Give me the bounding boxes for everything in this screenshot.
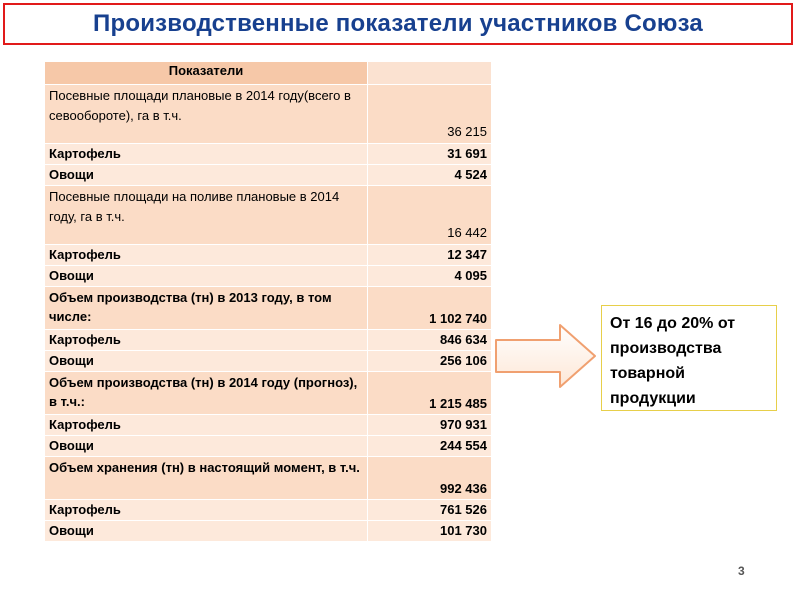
row-value: 1 215 485 bbox=[368, 372, 492, 415]
row-value: 244 554 bbox=[368, 436, 492, 457]
row-value: 4 095 bbox=[368, 266, 492, 287]
row-value: 1 102 740 bbox=[368, 287, 492, 330]
row-label: Картофель bbox=[45, 144, 368, 165]
table-header-label: Показатели bbox=[45, 62, 368, 85]
row-label: Картофель bbox=[45, 500, 368, 521]
row-value: 31 691 bbox=[368, 144, 492, 165]
table-row bbox=[45, 266, 492, 287]
row-label: Овощи bbox=[45, 165, 368, 186]
row-value: 101 730 bbox=[368, 521, 492, 542]
row-value: 992 436 bbox=[368, 457, 492, 500]
table-row bbox=[45, 165, 492, 186]
row-label: Посевные площади на поливе плановые в 2014 году, га в т.ч. bbox=[45, 186, 368, 245]
table-row bbox=[45, 351, 492, 372]
row-label: Картофель bbox=[45, 245, 368, 266]
table-row bbox=[45, 330, 492, 351]
row-label: Посевные площади плановые в 2014 году(всего в севообороте), га в т.ч. bbox=[45, 85, 368, 144]
table-row bbox=[45, 500, 492, 521]
table-row bbox=[45, 186, 492, 245]
table-row bbox=[45, 372, 492, 415]
table-row bbox=[45, 415, 492, 436]
indicators-table-wrap bbox=[44, 61, 491, 542]
row-label: Овощи bbox=[45, 351, 368, 372]
row-label: Овощи bbox=[45, 266, 368, 287]
indicators-table bbox=[44, 61, 492, 542]
note-text: От 16 до 20% от производства товарной продукции bbox=[610, 315, 736, 407]
right-arrow-icon bbox=[494, 322, 598, 390]
row-label: Овощи bbox=[45, 521, 368, 542]
row-value: 4 524 bbox=[368, 165, 492, 186]
table-header-row bbox=[45, 62, 492, 85]
table-row bbox=[45, 245, 492, 266]
row-label: Объем производства (тн) в 2014 году (прогноз), в т.ч.: bbox=[45, 372, 368, 415]
page-number: 3 bbox=[738, 564, 745, 578]
table-row bbox=[45, 85, 492, 144]
row-value: 36 215 bbox=[368, 85, 492, 144]
row-value: 846 634 bbox=[368, 330, 492, 351]
row-value: 16 442 bbox=[368, 186, 492, 245]
table-row bbox=[45, 436, 492, 457]
row-label: Овощи bbox=[45, 436, 368, 457]
table-row bbox=[45, 144, 492, 165]
row-label: Объем хранения (тн) в настоящий момент, в т.ч. bbox=[45, 457, 368, 500]
row-value: 761 526 bbox=[368, 500, 492, 521]
row-label: Картофель bbox=[45, 330, 368, 351]
row-label: Объем производства (тн) в 2013 году, в том числе: bbox=[45, 287, 368, 330]
row-label: Картофель bbox=[45, 415, 368, 436]
row-value: 256 106 bbox=[368, 351, 492, 372]
table-row bbox=[45, 521, 492, 542]
row-value: 970 931 bbox=[368, 415, 492, 436]
note-box bbox=[601, 305, 777, 411]
table-header-value bbox=[368, 62, 492, 85]
table-row bbox=[45, 457, 492, 500]
page-title: Производственные показатели участников Союза bbox=[93, 10, 703, 37]
table-row bbox=[45, 287, 492, 330]
title-box bbox=[3, 3, 793, 45]
row-value: 12 347 bbox=[368, 245, 492, 266]
